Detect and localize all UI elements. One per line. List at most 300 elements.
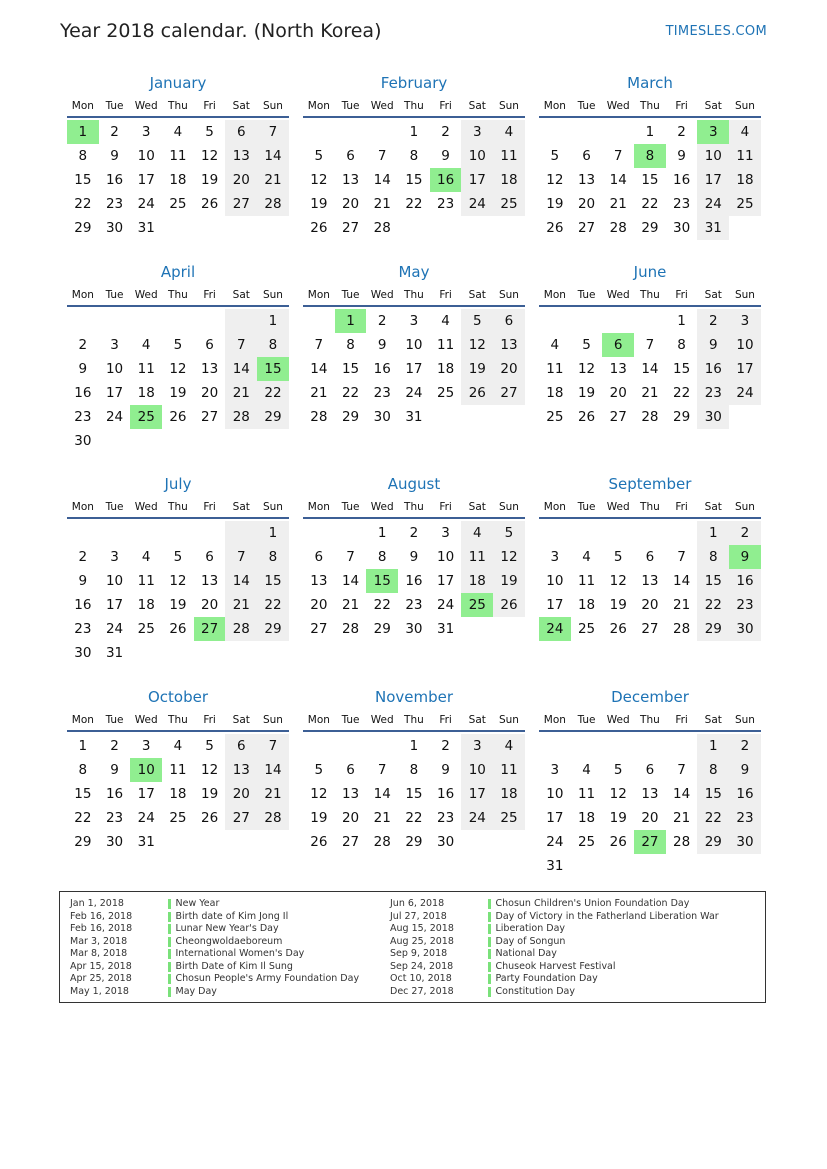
day-cell: 29	[257, 617, 289, 641]
day-cell: 27	[341, 834, 360, 850]
day-cell: 14	[673, 573, 691, 589]
empty-day-cell	[194, 429, 226, 453]
weekday-label: Thu	[404, 501, 424, 513]
empty-day-cell	[571, 120, 603, 144]
day-cell: 14	[373, 786, 391, 802]
day-cell: 19	[169, 385, 187, 401]
weekday-label: Sun	[262, 501, 283, 513]
day-cell: 17	[546, 810, 564, 826]
month-february	[303, 73, 525, 240]
day-cell: 28	[373, 834, 391, 850]
day-cell: 3	[141, 738, 151, 754]
empty-day-cell	[729, 854, 761, 878]
day-cell: 7	[645, 337, 655, 353]
day-cell: 3	[141, 124, 151, 140]
holiday-date: Dec 27, 2018	[390, 985, 454, 997]
day-cell: 4	[441, 313, 450, 329]
empty-day-cell	[666, 854, 698, 878]
holiday-date: May 1, 2018	[70, 985, 129, 997]
weekday-label: Mon	[71, 100, 94, 112]
weekday-label: Sun	[262, 289, 283, 301]
day-cell: 11	[437, 337, 455, 353]
holiday-marker	[168, 962, 171, 972]
holiday-name: Liberation Day	[495, 923, 566, 934]
empty-day-cell	[194, 641, 226, 665]
empty-day-cell	[493, 830, 525, 854]
day-cell: 24	[539, 617, 571, 641]
day-cell: 28	[609, 220, 627, 236]
day-cell: 2	[697, 309, 729, 333]
day-cell: 10	[437, 549, 455, 565]
day-cell: 25	[493, 806, 525, 830]
empty-day-cell	[634, 521, 666, 545]
weekday-label: Mon	[307, 289, 330, 301]
day-cell: 4	[582, 549, 591, 565]
empty-day-cell	[67, 309, 99, 333]
day-cell: 29	[673, 409, 691, 425]
empty-day-cell	[257, 830, 289, 854]
day-cell: 25	[461, 593, 493, 617]
day-cell: 23	[74, 621, 92, 637]
empty-day-cell	[225, 641, 257, 665]
day-cell: 18	[169, 172, 187, 188]
month-october	[67, 687, 289, 854]
day-cell: 8	[634, 144, 666, 168]
day-cell: 15	[697, 782, 729, 806]
day-cell: 24	[461, 806, 493, 830]
day-cell: 23	[729, 806, 761, 830]
month-name: July	[164, 475, 192, 493]
day-cell: 11	[169, 148, 187, 164]
day-cell: 23	[373, 385, 391, 401]
day-cell: 14	[341, 573, 360, 589]
weekday-header	[67, 711, 289, 732]
day-cell: 25	[546, 409, 564, 425]
day-cell: 21	[609, 196, 627, 212]
day-cell: 20	[310, 597, 328, 613]
day-cell: 10	[130, 758, 162, 782]
day-cell: 3	[110, 337, 119, 353]
day-cell: 10	[137, 148, 155, 164]
empty-day-cell	[162, 429, 194, 453]
day-cell: 13	[341, 786, 360, 802]
empty-day-cell	[303, 521, 335, 545]
day-cell: 28	[310, 409, 328, 425]
weekday-label: Sat	[468, 501, 486, 513]
day-cell: 11	[729, 144, 761, 168]
day-cell: 1	[257, 521, 289, 545]
day-cell: 29	[373, 621, 391, 637]
day-cell: 2	[78, 337, 88, 353]
day-cell: 20	[641, 810, 659, 826]
day-cell: 26	[310, 220, 328, 236]
day-cell: 28	[673, 834, 691, 850]
day-cell: 16	[373, 361, 391, 377]
empty-day-cell	[99, 309, 131, 333]
day-cell: 12	[493, 545, 525, 569]
day-cell: 27	[194, 617, 226, 641]
holiday-marker	[488, 899, 491, 909]
weekday-label: Wed	[134, 100, 158, 112]
day-cell: 5	[205, 124, 214, 140]
day-cell: 23	[437, 810, 455, 826]
day-cell: 28	[225, 405, 257, 429]
day-cell: 6	[493, 309, 525, 333]
brand-link[interactable]: TIMESLES.COM	[665, 24, 767, 39]
weekday-label: Wed	[134, 289, 158, 301]
day-cell: 12	[310, 786, 328, 802]
day-cell: 6	[314, 549, 324, 565]
empty-day-cell	[99, 429, 131, 453]
day-cell: 7	[225, 545, 257, 569]
day-cell: 8	[409, 762, 419, 778]
weekday-label: Fri	[439, 501, 452, 513]
day-cell: 21	[310, 385, 328, 401]
day-cell: 12	[201, 148, 219, 164]
holiday-date: Sep 24, 2018	[390, 960, 454, 972]
day-cell: 17	[729, 357, 761, 381]
day-cell: 24	[697, 192, 729, 216]
empty-day-cell	[634, 854, 666, 878]
legend-row	[70, 961, 359, 974]
weekday-label: Fri	[203, 100, 216, 112]
legend-column-right	[390, 898, 719, 998]
month-september	[539, 474, 761, 641]
legend-row	[390, 936, 719, 949]
weekday-label: Fri	[675, 289, 688, 301]
day-cell: 9	[677, 148, 686, 164]
legend-row	[70, 973, 359, 986]
day-cell: 14	[225, 569, 257, 593]
day-cell: 29	[697, 830, 729, 854]
day-cell: 2	[110, 124, 119, 140]
day-cell: 30	[105, 220, 124, 236]
weekday-label: Tue	[341, 289, 360, 301]
weekday-label: Thu	[168, 501, 188, 513]
day-cell: 12	[546, 172, 564, 188]
weekday-label: Tue	[105, 100, 124, 112]
month-name: February	[380, 74, 448, 92]
day-cell: 9	[409, 549, 419, 565]
day-cell: 27	[341, 220, 360, 236]
day-cell: 4	[493, 734, 525, 758]
day-cell: 5	[613, 549, 623, 565]
holiday-marker	[488, 937, 491, 947]
day-cell: 8	[78, 762, 88, 778]
day-cell: 13	[641, 573, 659, 589]
day-cell: 31	[137, 220, 155, 236]
weekday-label: Tue	[105, 714, 124, 726]
day-cell: 19	[609, 810, 627, 826]
empty-day-cell	[162, 309, 194, 333]
day-cell: 13	[310, 573, 328, 589]
day-cell: 28	[341, 621, 360, 637]
day-cell: 3	[550, 549, 560, 565]
day-cell: 12	[169, 573, 187, 589]
weekday-label: Wed	[370, 100, 394, 112]
day-cell: 21	[257, 168, 289, 192]
day-cell: 1	[377, 525, 387, 541]
day-cell: 2	[729, 521, 761, 545]
day-cell: 30	[74, 645, 92, 661]
day-cell: 8	[697, 758, 729, 782]
month-august	[303, 474, 525, 641]
day-cell: 28	[225, 617, 257, 641]
day-cell: 18	[493, 782, 525, 806]
day-cell: 11	[493, 758, 525, 782]
empty-day-cell	[571, 521, 603, 545]
day-cell: 7	[377, 148, 387, 164]
empty-day-cell	[634, 309, 666, 333]
weekday-header	[539, 286, 761, 307]
weekday-label: Thu	[640, 501, 660, 513]
day-cell: 19	[546, 196, 564, 212]
day-cell: 25	[169, 196, 187, 212]
day-cell: 27	[641, 621, 659, 637]
day-cell: 9	[729, 758, 761, 782]
day-cell: 25	[577, 621, 596, 637]
day-cell: 15	[74, 786, 92, 802]
page-title: Year 2018 calendar. (North Korea)	[60, 20, 382, 42]
day-cell: 22	[257, 381, 289, 405]
day-cell: 21	[373, 810, 391, 826]
day-cell: 16	[729, 782, 761, 806]
empty-day-cell	[461, 617, 493, 641]
weekday-label: Sun	[262, 100, 283, 112]
weekday-label: Tue	[577, 289, 596, 301]
holiday-marker	[168, 912, 171, 922]
holiday-name: Birth date of Kim Jong Il	[175, 910, 289, 922]
day-cell: 6	[582, 148, 591, 164]
weekday-label: Mon	[543, 501, 566, 513]
day-cell: 20	[225, 168, 257, 192]
day-cell: 31	[437, 621, 455, 637]
day-cell: 10	[729, 333, 761, 357]
empty-day-cell	[729, 405, 761, 429]
weekday-label: Sun	[498, 289, 519, 301]
empty-day-cell	[162, 641, 194, 665]
day-cell: 30	[373, 409, 391, 425]
day-cell: 29	[405, 834, 423, 850]
day-cell: 7	[677, 762, 686, 778]
day-grid	[67, 307, 289, 453]
day-cell: 12	[201, 762, 219, 778]
weekday-label: Tue	[577, 714, 596, 726]
holiday-name: May Day	[175, 985, 217, 997]
weekday-label: Mon	[71, 714, 94, 726]
day-cell: 8	[346, 337, 355, 353]
day-cell: 24	[105, 621, 124, 637]
legend-row	[70, 911, 359, 924]
weekday-label: Mon	[543, 714, 566, 726]
day-cell: 27	[310, 621, 328, 637]
day-cell: 9	[441, 762, 450, 778]
day-cell: 1	[677, 313, 686, 329]
day-cell: 26	[310, 834, 328, 850]
day-cell: 13	[641, 786, 659, 802]
day-cell: 13	[577, 172, 596, 188]
weekday-label: Sun	[734, 100, 755, 112]
day-cell: 11	[493, 144, 525, 168]
weekday-label: Sat	[232, 100, 250, 112]
day-cell: 2	[441, 738, 450, 754]
day-cell: 27	[225, 192, 257, 216]
weekday-label: Wed	[370, 501, 394, 513]
weekday-label: Tue	[105, 501, 124, 513]
day-cell: 31	[405, 409, 423, 425]
day-cell: 4	[582, 762, 591, 778]
weekday-label: Mon	[543, 289, 566, 301]
day-cell: 20	[609, 385, 627, 401]
day-cell: 20	[225, 782, 257, 806]
month-name: August	[387, 475, 441, 493]
weekday-label: Tue	[341, 501, 360, 513]
day-cell: 1	[697, 734, 729, 758]
day-cell: 21	[257, 782, 289, 806]
holiday-name: Lunar New Year's Day	[175, 923, 279, 934]
day-cell: 17	[105, 385, 124, 401]
legend-row	[70, 923, 359, 936]
day-grid	[303, 519, 525, 641]
day-cell: 30	[437, 834, 455, 850]
day-cell: 30	[673, 220, 691, 236]
day-cell: 25	[137, 621, 155, 637]
day-cell: 7	[677, 549, 686, 565]
weekday-header	[303, 97, 525, 118]
day-cell: 21	[673, 810, 691, 826]
day-cell: 18	[493, 168, 525, 192]
day-cell: 31	[105, 645, 124, 661]
legend-row	[390, 911, 719, 924]
holiday-marker	[488, 912, 491, 922]
day-cell: 15	[74, 172, 92, 188]
empty-day-cell	[602, 854, 634, 878]
day-cell: 31	[137, 834, 155, 850]
empty-day-cell	[225, 309, 257, 333]
day-cell: 27	[201, 409, 219, 425]
empty-day-cell	[461, 830, 493, 854]
day-cell: 20	[201, 597, 219, 613]
day-cell: 28	[373, 220, 391, 236]
day-cell: 17	[437, 573, 455, 589]
day-cell: 10	[105, 573, 124, 589]
day-grid	[67, 732, 289, 854]
holiday-date: Mar 8, 2018	[70, 948, 128, 959]
holiday-name: Chosun People's Army Foundation Day	[175, 973, 360, 984]
holiday-marker	[168, 974, 171, 984]
day-cell: 7	[225, 333, 257, 357]
day-cell: 13	[341, 172, 360, 188]
day-cell: 2	[409, 525, 419, 541]
day-cell: 10	[546, 573, 564, 589]
day-cell: 28	[257, 192, 289, 216]
day-cell: 12	[310, 172, 328, 188]
day-cell: 4	[141, 337, 151, 353]
weekday-label: Thu	[640, 100, 660, 112]
day-cell: 9	[78, 361, 88, 377]
holiday-name: Day of Songun	[495, 935, 566, 947]
day-cell: 17	[461, 168, 493, 192]
weekday-label: Wed	[134, 501, 158, 513]
day-cell: 12	[169, 361, 187, 377]
empty-day-cell	[602, 734, 634, 758]
day-cell: 15	[366, 569, 398, 593]
weekday-label: Fri	[203, 289, 216, 301]
day-cell: 27	[634, 830, 666, 854]
day-cell: 6	[346, 762, 355, 778]
day-cell: 14	[257, 758, 289, 782]
day-cell: 10	[461, 144, 493, 168]
day-cell: 6	[645, 762, 655, 778]
empty-day-cell	[493, 617, 525, 641]
day-cell: 19	[493, 569, 525, 593]
day-cell: 22	[74, 810, 92, 826]
empty-day-cell	[539, 734, 571, 758]
empty-day-cell	[729, 216, 761, 240]
empty-day-cell	[194, 830, 226, 854]
day-cell: 26	[169, 621, 187, 637]
legend-row	[70, 948, 359, 961]
weekday-label: Fri	[675, 714, 688, 726]
day-cell: 29	[257, 405, 289, 429]
month-june	[539, 262, 761, 429]
weekday-label: Sat	[704, 100, 722, 112]
day-cell: 1	[257, 309, 289, 333]
day-cell: 16	[729, 569, 761, 593]
empty-day-cell	[461, 216, 493, 240]
day-cell: 26	[201, 810, 219, 826]
empty-day-cell	[602, 521, 634, 545]
empty-day-cell	[99, 521, 131, 545]
holiday-name: New Year	[175, 898, 220, 909]
weekday-label: Tue	[577, 501, 596, 513]
day-cell: 23	[105, 196, 124, 212]
empty-day-cell	[257, 429, 289, 453]
empty-day-cell	[430, 405, 462, 429]
day-cell: 23	[673, 196, 691, 212]
day-cell: 5	[582, 337, 591, 353]
holiday-date: Jun 6, 2018	[390, 898, 445, 909]
empty-day-cell	[335, 521, 367, 545]
day-cell: 8	[677, 337, 686, 353]
legend-row	[70, 898, 359, 911]
day-cell: 25	[437, 385, 455, 401]
weekday-label: Sat	[232, 714, 250, 726]
day-cell: 7	[314, 337, 324, 353]
day-cell: 1	[335, 309, 367, 333]
day-cell: 29	[74, 834, 92, 850]
weekday-label: Wed	[606, 714, 630, 726]
day-cell: 16	[405, 573, 423, 589]
day-cell: 1	[67, 120, 99, 144]
weekday-label: Mon	[307, 501, 330, 513]
day-grid	[67, 118, 289, 240]
day-cell: 14	[609, 172, 627, 188]
day-cell: 27	[225, 806, 257, 830]
weekday-header	[67, 286, 289, 307]
holiday-marker	[168, 937, 171, 947]
holiday-date: Jan 1, 2018	[70, 898, 124, 909]
day-cell: 23	[105, 810, 124, 826]
weekday-label: Thu	[640, 714, 660, 726]
day-cell: 13	[201, 361, 219, 377]
legend-row	[390, 973, 719, 986]
empty-day-cell	[303, 734, 335, 758]
day-cell: 14	[373, 172, 391, 188]
day-cell: 11	[546, 361, 564, 377]
weekday-label: Sun	[498, 714, 519, 726]
day-cell: 22	[257, 593, 289, 617]
